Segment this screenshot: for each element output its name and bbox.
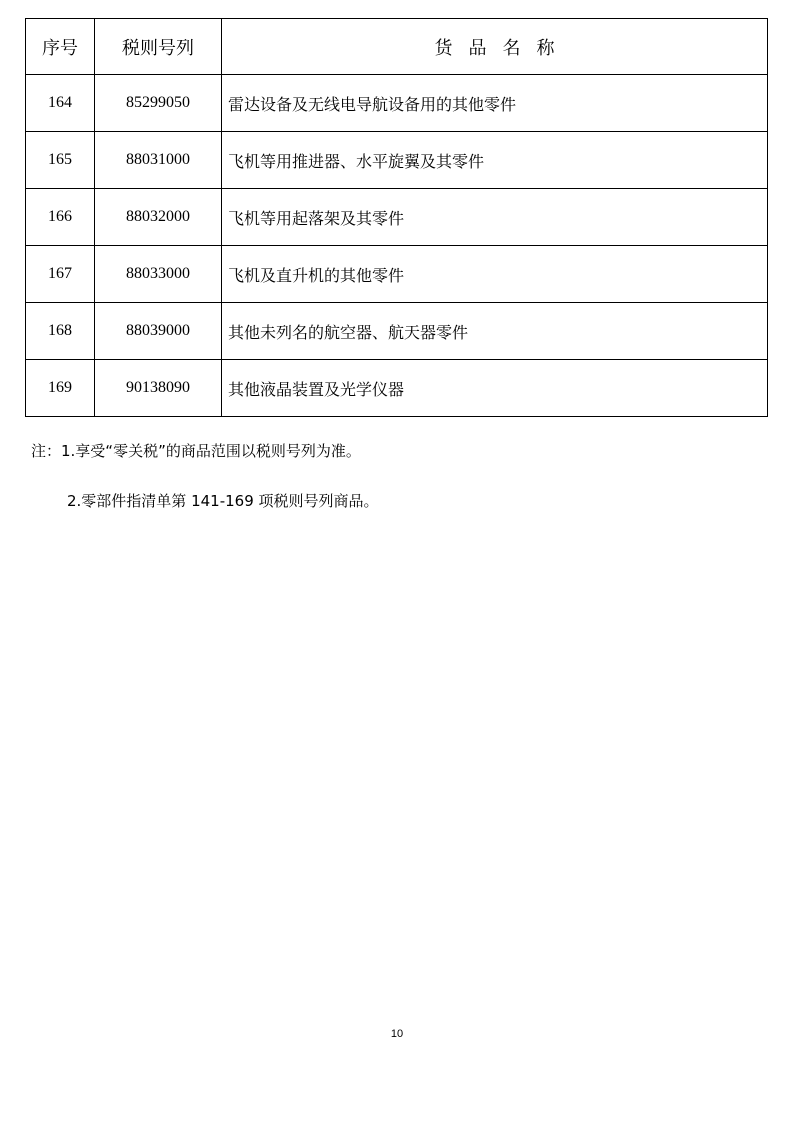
cell-seq: 165 [26, 132, 95, 189]
cell-name: 雷达设备及无线电导航设备用的其他零件 [222, 75, 768, 132]
cell-name: 其他未列名的航空器、航天器零件 [222, 303, 768, 360]
note-2: 2.零部件指清单第 141-169 项税则号列商品。 [67, 492, 379, 510]
cell-code: 90138090 [95, 360, 222, 417]
cell-name: 飞机等用起落架及其零件 [222, 189, 768, 246]
cell-name: 飞机等用推进器、水平旋翼及其零件 [222, 132, 768, 189]
cell-seq: 166 [26, 189, 95, 246]
cell-seq: 168 [26, 303, 95, 360]
header-seq: 序号 [26, 19, 95, 75]
header-code: 税则号列 [95, 19, 222, 75]
note-1: 注：1.享受“零关税”的商品范围以税则号列为准。 [31, 442, 361, 460]
cell-code: 88032000 [95, 189, 222, 246]
table-row [26, 246, 768, 303]
table-row [26, 360, 768, 417]
cell-code: 88039000 [95, 303, 222, 360]
cell-code: 88033000 [95, 246, 222, 303]
cell-seq: 167 [26, 246, 95, 303]
cell-seq: 169 [26, 360, 95, 417]
table-row [26, 303, 768, 360]
header-name: 货品名称 [222, 19, 768, 75]
page-number: 10 [390, 1028, 404, 1040]
cell-code: 88031000 [95, 132, 222, 189]
table-row [26, 75, 768, 132]
table-row [26, 132, 768, 189]
cell-seq: 164 [26, 75, 95, 132]
cell-name: 其他液晶装置及光学仪器 [222, 360, 768, 417]
table-header-row [26, 19, 768, 75]
cell-name: 飞机及直升机的其他零件 [222, 246, 768, 303]
goods-table [25, 18, 768, 417]
cell-code: 85299050 [95, 75, 222, 132]
table-row [26, 189, 768, 246]
